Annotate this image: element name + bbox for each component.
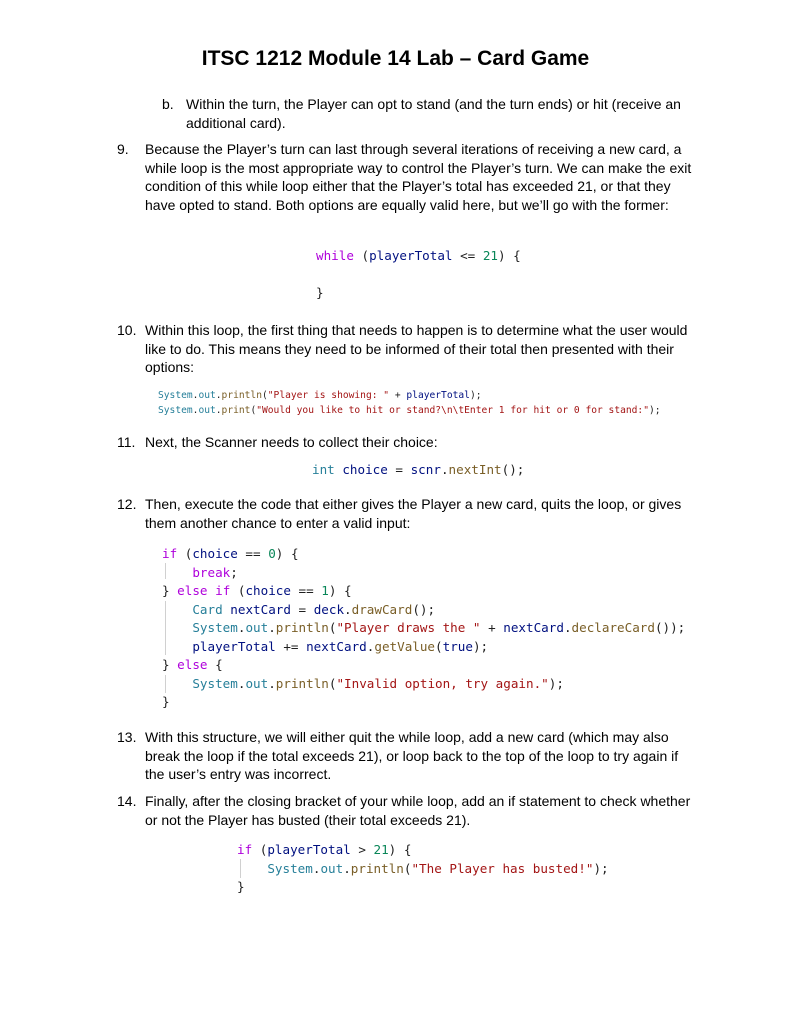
step-11-number: 11. xyxy=(117,434,136,450)
code-token: ); xyxy=(469,390,482,401)
code-token: print xyxy=(221,405,251,416)
step-14-text: Finally, after the closing bracket of your while loop, add an if statement to check whether or not the Player has busted (their total exceeds 21). xyxy=(145,793,691,828)
code-token: playerTotal xyxy=(406,390,470,401)
code-token: playerTotal xyxy=(192,638,276,654)
code-token: if xyxy=(237,842,253,857)
code-token: > xyxy=(350,842,374,857)
code-token: if xyxy=(215,583,231,598)
code-token: else xyxy=(177,583,208,598)
code-token: nextCard xyxy=(503,620,564,635)
code-token: System xyxy=(192,620,238,635)
code-token: = xyxy=(387,462,411,477)
step-10-number: 10. xyxy=(117,322,137,338)
code-token: } xyxy=(316,285,324,300)
code-while-loop xyxy=(316,247,521,266)
step-9-number: 9. xyxy=(117,141,129,157)
list-marker-b: b. xyxy=(162,96,174,112)
code-token: out xyxy=(198,390,216,401)
code-token: <= xyxy=(452,248,483,263)
code-token: out xyxy=(320,860,344,876)
code-token: int xyxy=(312,462,335,477)
code-choice-branch: if (choice == 0) { break; } else if (choice == 1) { Card nextCard = deck.drawCard(); System.out.println("Player draws the " + nextCard.declareCard()); playerTotal += nextCard.getValue(true); } else { System.out.println("Invalid option, try again."); } xyxy=(162,546,686,709)
step-13-text: With this structure, we will either quit the while loop, add a new card (which may also break the loop if the total exceeds 21), or loop back to the top of the loop to try again if the user’s entry was incorrect. xyxy=(145,729,679,783)
code-token: Card xyxy=(192,601,223,617)
page-title: ITSC 1212 Module 14 Lab – Card Game xyxy=(201,47,590,70)
code-token: choice xyxy=(192,546,238,561)
code-token: ) { xyxy=(498,248,521,263)
code-token: + xyxy=(389,390,407,401)
code-token: playerTotal xyxy=(267,842,351,857)
code-token: println xyxy=(275,675,329,691)
code-token: "Player draws the " xyxy=(336,620,481,635)
code-token: ( xyxy=(353,248,370,263)
code-token: nextCard xyxy=(306,638,367,654)
code-token: println xyxy=(350,860,404,876)
code-token: while xyxy=(316,248,354,263)
code-token: else xyxy=(177,657,208,672)
code-token: ); xyxy=(648,405,661,416)
code-token: choice xyxy=(245,583,291,598)
code-token: getValue xyxy=(374,638,436,654)
code-token: println xyxy=(275,620,329,635)
code-token: == xyxy=(237,546,269,561)
code-token: drawCard xyxy=(351,601,413,617)
code-token: 21 xyxy=(482,248,499,263)
code-token: 21 xyxy=(373,842,389,857)
code-token: System xyxy=(192,675,238,691)
code-token: nextInt xyxy=(448,462,502,477)
code-token: += xyxy=(275,638,307,654)
step-12-number: 12. xyxy=(117,496,137,512)
code-token: out xyxy=(245,675,269,691)
step-12-text: Then, execute the code that either gives the Player a new card, quits the loop, or gives them another chance to enter a valid input: xyxy=(145,496,682,531)
code-while-close xyxy=(316,284,324,303)
code-token: println xyxy=(221,390,262,401)
code-bust-check: if (playerTotal > 21) { System.out.println("The Player has busted!"); } xyxy=(237,842,609,894)
code-print-prompt: System.out.println("Player is showing: " + playerTotal); System.out.print("Would you like to hit or stand?\n\tEnter 1 for hit or 0 for stand:"); xyxy=(158,390,661,416)
code-token: System xyxy=(158,405,193,416)
code-token: playerTotal xyxy=(369,248,453,263)
code-token: scnr xyxy=(410,462,441,477)
code-token: choice xyxy=(342,462,388,477)
code-token: out xyxy=(245,620,269,635)
code-token: System xyxy=(267,860,313,876)
code-token: 0 xyxy=(268,546,276,561)
code-token: "Would you like to hit or stand?\n\tEnter 1 for hit or 0 for stand:" xyxy=(256,405,649,416)
code-token: "Player is showing: " xyxy=(267,390,390,401)
code-token: declareCard xyxy=(571,620,655,635)
code-scanner: int choice = scnr.nextInt(); xyxy=(312,462,525,477)
code-token: == xyxy=(290,583,322,598)
step-10-text: Within this loop, the first thing that needs to happen is to determine what the user would like to do. This means they need to be informed of their total then presented with their options: xyxy=(145,322,688,376)
code-token: deck xyxy=(313,601,345,617)
step-11-text: Next, the Scanner needs to collect their choice: xyxy=(145,434,438,450)
step-14-number: 14. xyxy=(117,793,137,809)
code-token: "Invalid option, try again." xyxy=(336,675,549,691)
code-token: if xyxy=(162,546,178,561)
code-token: true xyxy=(442,638,473,654)
code-token: "The Player has busted!" xyxy=(411,860,594,876)
item-b-text: Within the turn, the Player can opt to stand (and the turn ends) or hit (receive an additional card). xyxy=(186,96,681,131)
step-13-number: 13. xyxy=(117,729,137,745)
code-token: nextCard xyxy=(230,601,291,617)
code-token: System xyxy=(158,390,193,401)
code-token: (); xyxy=(501,462,525,477)
code-token: break xyxy=(192,564,231,580)
step-9-text: Because the Player’s turn can last through several iterations of receiving a new card, a while loop is the most appropriate way to control the Player’s turn. We can make the exit condition of this while loop either that the Player’s total has exceeded 21, or that they have opted to stand. Both options are equally valid here, but we’ll go with the former: xyxy=(145,141,692,214)
code-token: out xyxy=(198,405,216,416)
code-token: 1 xyxy=(321,583,329,598)
